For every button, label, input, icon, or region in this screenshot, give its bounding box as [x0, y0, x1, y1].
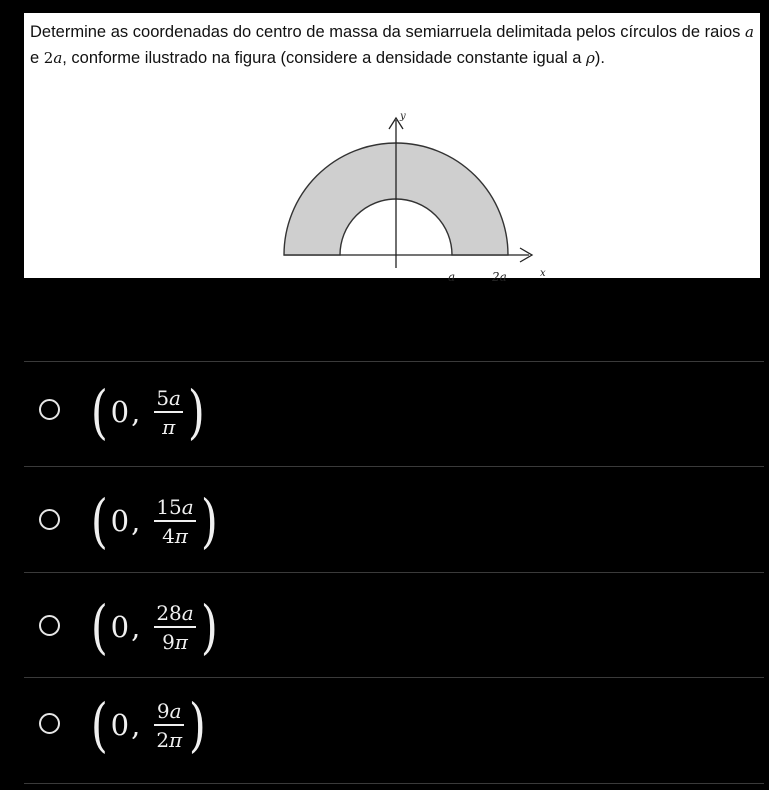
open-paren: (	[90, 593, 108, 661]
radio-button[interactable]	[39, 713, 60, 734]
question-text-part: , conforme ilustrado na figura (considere a densidade constante igual a	[62, 49, 587, 67]
num-var: a	[169, 698, 182, 723]
den-coef: 4	[162, 523, 175, 548]
den-var: π	[174, 629, 188, 654]
question-card	[24, 13, 760, 283]
num-var: a	[181, 494, 194, 519]
num-var: a	[181, 600, 194, 625]
num-coef: 28	[156, 600, 182, 625]
close-paren: )	[189, 691, 207, 759]
radio-button[interactable]	[39, 399, 60, 420]
numerator	[154, 601, 195, 625]
denominator	[160, 524, 190, 548]
answer-option-1[interactable]	[24, 362, 764, 462]
outer-radius-label: 2a	[492, 270, 507, 283]
open-paren: (	[90, 378, 108, 446]
open-paren: (	[90, 487, 108, 555]
coord-x: 0	[110, 610, 130, 644]
radio-button[interactable]	[39, 509, 60, 530]
denominator	[160, 415, 177, 439]
numerator	[154, 495, 195, 519]
numerator	[154, 386, 183, 410]
fraction-bar	[154, 724, 184, 726]
comma: ,	[131, 610, 141, 644]
open-paren: (	[90, 691, 108, 759]
question-text-part: Determine as coordenadas do centro de massa da semiarruela delimitada pelos círculos de raios	[30, 23, 746, 41]
option-formula	[88, 685, 209, 765]
comma: ,	[131, 395, 141, 429]
x-axis-label: x	[540, 268, 546, 279]
coord-x: 0	[110, 504, 130, 538]
fraction-bar	[154, 411, 183, 413]
math-var-a: a	[53, 49, 63, 67]
divider	[24, 783, 764, 784]
den-var: π	[169, 727, 183, 752]
den-var: π	[162, 414, 176, 439]
denominator	[160, 630, 190, 654]
comma: ,	[131, 504, 141, 538]
close-paren: )	[200, 593, 218, 661]
math-coef-2: 2	[43, 49, 54, 67]
num-coef: 15	[156, 494, 182, 519]
option-formula	[88, 587, 220, 667]
radio-button[interactable]	[39, 615, 60, 636]
denominator	[154, 728, 184, 752]
answer-option-3[interactable]	[24, 573, 764, 673]
fraction-bar	[154, 626, 195, 628]
question-text-part: ).	[594, 49, 605, 67]
semi-annulus-figure	[274, 98, 564, 283]
den-coef: 9	[162, 629, 175, 654]
math-var-a: a	[745, 23, 754, 41]
numerator	[155, 699, 184, 723]
num-var: a	[169, 385, 181, 410]
fraction-bar	[154, 520, 195, 522]
answer-option-4[interactable]	[24, 678, 764, 778]
question-text	[30, 19, 754, 71]
inner-radius-label: a	[448, 270, 456, 283]
coord-x: 0	[110, 395, 130, 429]
y-axis-label: y	[400, 111, 406, 122]
num-coef: 5	[156, 385, 170, 410]
den-coef: 2	[156, 727, 170, 752]
math-var-rho: ρ	[586, 49, 595, 67]
close-paren: )	[187, 378, 205, 446]
num-coef: 9	[156, 698, 170, 723]
option-formula	[88, 372, 208, 452]
fraction	[154, 601, 195, 654]
option-formula	[88, 481, 220, 561]
question-text-part: e	[30, 49, 44, 67]
fraction	[154, 386, 183, 439]
fraction	[154, 699, 184, 752]
den-var: π	[174, 523, 188, 548]
fraction	[154, 495, 195, 548]
coord-x: 0	[110, 708, 130, 742]
close-paren: )	[200, 487, 218, 555]
answer-option-2[interactable]	[24, 467, 764, 567]
comma: ,	[131, 708, 141, 742]
